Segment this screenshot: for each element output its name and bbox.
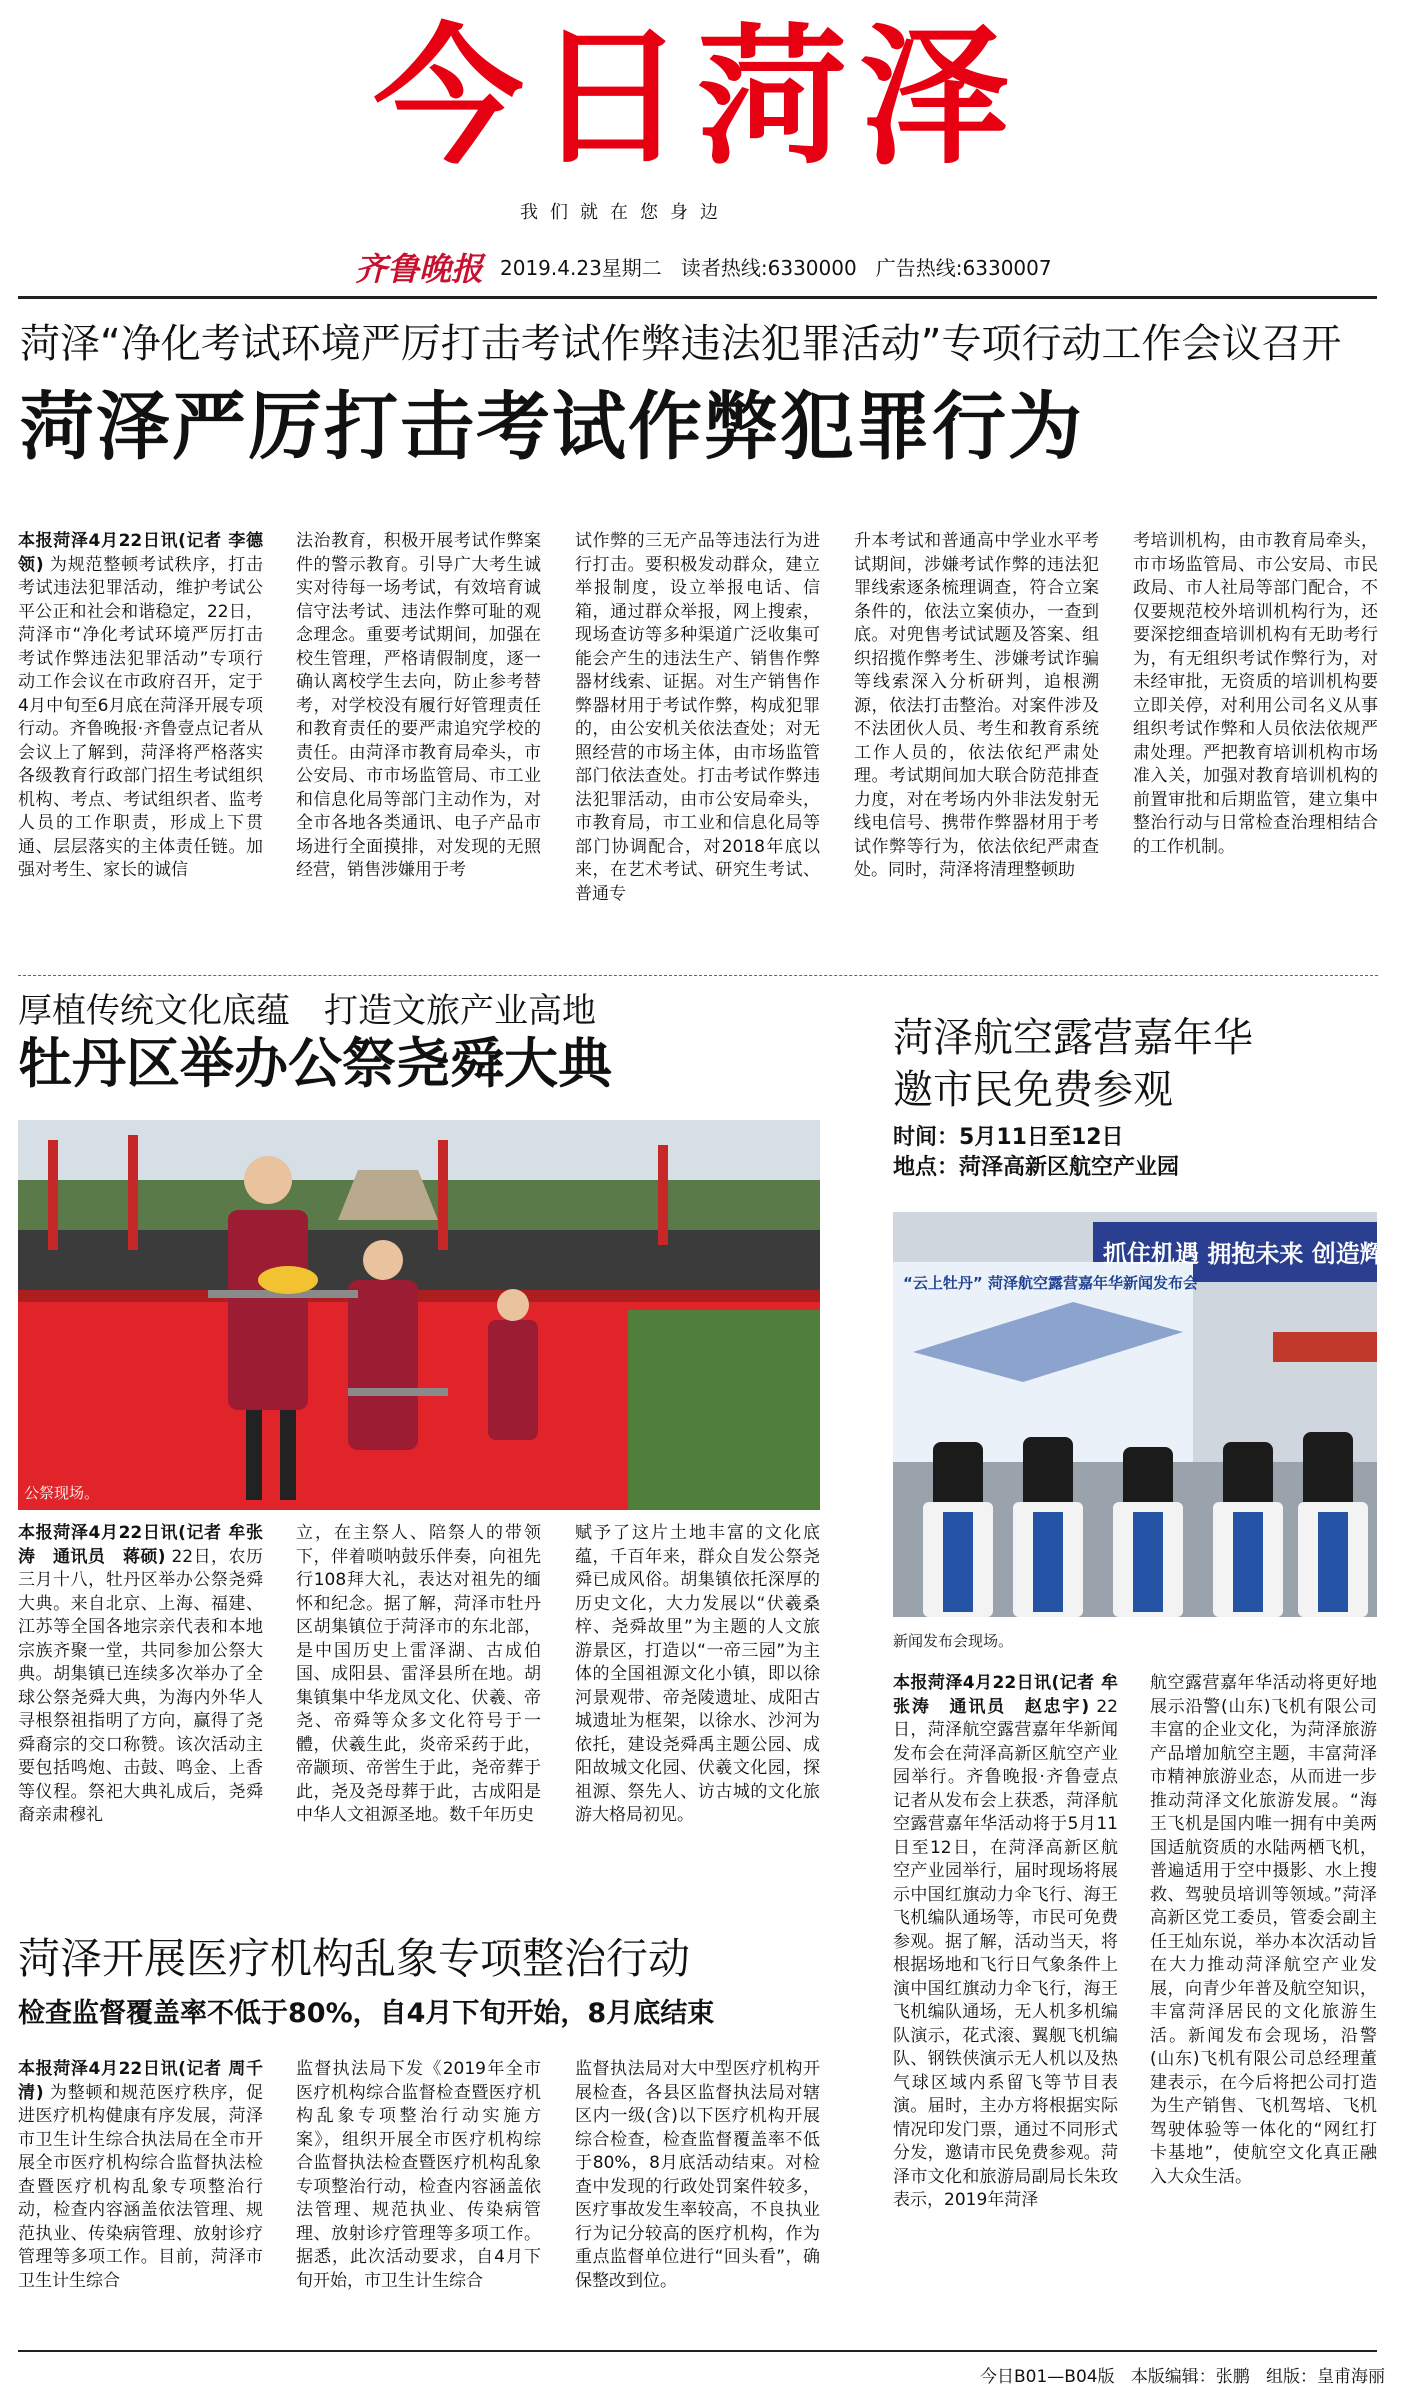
article2-headline: 牡丹区举办公祭尧舜大典 (18, 1032, 612, 1095)
reader-hotline: 6330000 (767, 256, 857, 280)
article4-column-1 (18, 2058, 263, 2328)
section-divider (18, 975, 1378, 976)
footer-layout: 组版：皇甫海丽 (1266, 2367, 1386, 2387)
article4-headline: 菏泽开展医疗机构乱象专项整治行动 (18, 1934, 691, 1983)
header-rule (18, 296, 1377, 299)
article3-byline: 本报菏泽4月22日讯(记者 牟张涛 通讯员 赵忠宇) (893, 1673, 1118, 1717)
ad-hotline: 6330007 (962, 256, 1052, 280)
article2-column-2: 立，在主祭人、陪祭人的带领下，伴着唢呐鼓乐伴奏，向祖先行108拜大礼，表达对祖先的缅怀和纪念。据了解，菏泽市牡丹区胡集镇位于菏泽市的东北部，是中国历史上雷泽湖、古成伯国、成阳县、雷泽县所在地。胡集镇集中华龙凤文化、伏羲、帝尧、帝舜等众多文化符号于一體，伏羲生此，炎帝采药于此，帝颛顼、帝喾生于此，尧帝葬于此，尧及尧母葬于此，古成阳是中华人文祖源圣地。数千年历史 (296, 1523, 541, 1825)
article3-photo-caption: 新闻发布会现场。 (893, 1632, 1014, 1650)
article3-headline-line1: 菏泽航空露营嘉年华 (893, 1015, 1253, 1061)
article1-column-3: 试作弊的三无产品等违法行为进行打击。要积极发动群众，建立举报制度，设立举报电话、信箱，通过群众举报，网上搜索，现场查访等多种渠道广泛收集可能会产生的违法生产、销售作弊器材线索、证据。对生产销售作弊器材用于考试作弊，构成犯罪的，由公安机关依法查处；对无照经营的市场主体，由市场监管部门依法查处。打击考试作弊违法犯罪活动，由市公安局牵头，市教育局，市工业和信息化局等部门协调配合，对2018年底以来，在艺术考试、研究生考试、普通专 (575, 531, 820, 904)
article3-headline-line2: 邀市民免费参观 (893, 1067, 1173, 1113)
masthead: 今日菏泽 (373, 11, 1022, 185)
article1-byline: 本报菏泽4月22日讯(记者 李德领) (18, 531, 263, 575)
banner-text: 抓住机遇 拥抱未来 创造辉煌 (1103, 1240, 1408, 1268)
article3-column-1 (893, 1672, 1118, 2342)
article2-column-1 (18, 1522, 263, 1867)
article4-byline: 本报菏泽4月22日讯(记者 周千清) (18, 2059, 263, 2103)
article1-column-1 (18, 530, 263, 910)
footer-pages: 今日B01—B04版 (980, 2367, 1115, 2387)
event-place (893, 1152, 1373, 1184)
article1-col1-text: 为规范整顿考试秩序，打击考试违法犯罪活动，维护考试公平公正和社会和谐稳定，22日，菏泽市“净化考试环境严厉打击考试作弊违法犯罪活动”专项行动工作会议在市政府召开，定于4月中旬至6月底在菏泽开展专项行动。齐鲁晚报·齐鲁壹点记者从会议上了解到，菏泽将严格落实各级教育行政部门招生考试组织机构、考点、考试组织者、监考人员的工作职责，形成上下贯通、层层落实的主体责任链。加强对考生、家长的诚信 (18, 554, 264, 880)
backdrop-text: “云上牡丹” 菏泽航空露营嘉年华新闻发布会 (903, 1274, 1198, 1292)
ceremony-photo (18, 1120, 820, 1510)
article1-column-4: 升本考试和普通高中学业水平考试期间，涉嫌考试作弊的违法犯罪线索逐条梳理调查，符合立案条件的，依法立案侦办，一查到底。对兜售考试试题及答案、组织招揽作弊考生、涉嫌考试诈骗等线索深入分析研判，追根溯源，依法打击整治。对案件涉及不法团伙人员、考生和教育系统工作人员的，依法依纪严肃处理。考试期间加大联合防范排查力度，对在考场内外非法发射无线电信号、携带作弊器材用于考试作弊等行为，依法依纪严肃查处。同时，菏泽将清理整顿助 (854, 531, 1099, 880)
article3-col1-text: 22日，菏泽航空露营嘉年华新闻发布会在菏泽高新区航空产业园举行。齐鲁晚报·齐鲁壹点记者从发布会上获悉，菏泽航空露营嘉年华活动将于5月11日至12日，在菏泽高新区航空产业园举行，届时现场将展示中国红旗动力伞飞行、海王飞机编队通场等，市民可免费参观。据了解，活动当天，将根据场地和飞行日气象条件上演中国红旗动力伞飞行，海王飞机编队通场，无人机多机编队演示，花式滚、翼舰飞机编队、钢铁侠演示无人机以及热气球区域内系留飞等节目表演。届时，主办方将根据实际情况印发门票，通过不同形式分发，邀请市民免费参观。菏泽市文化和旅游局副局长朱玫表示，2019年菏泽 (893, 1696, 1118, 2210)
article2-kicker: 厚植传统文化底蕴 打造文旅产业高地 (18, 991, 596, 1031)
reader-hotline-label: 读者热线: (680, 256, 768, 280)
brand-logo: 齐鲁晚报 (355, 250, 484, 288)
article2-byline: 本报菏泽4月22日讯(记者 牟张涛 通讯员 蒋硕) (18, 1523, 263, 1567)
article4-column-2: 监督执法局下发《2019年全市医疗机构综合监督检查暨医疗机构乱象专项整治行动实施方案》，组织开展全市医疗机构综合监督执法检查暨医疗机构乱象专项整治行动，检查内容涵盖依法管理、规范执业、传染病管理、放射诊疗管理等多项工作。据悉，此次活动要求，自4月下旬开始，市卫生计生综合 (296, 2059, 541, 2291)
dateline (500, 252, 1052, 281)
slogan: 我们就在您身边 (520, 202, 730, 223)
article1-column-2: 法治教育，积极开展考试作弊案件的警示教育。引导广大考生诚实对待每一场考试，有效培育诚信守法考试、违法作弊可耻的观念理念。重要考试期间，加强在校生管理，严格请假制度，逐一确认离校学生去向，防止参考替考，对学校没有履行好管理责任和教育责任的要严肃追究学校的责任。由菏泽市教育局牵头，市公安局、市市场监管局、市工业和信息化局等部门主动作为，对全市各地各类通讯、电子产品市场进行全面摸排，对发现的无照经营，销售涉嫌用于考 (296, 531, 541, 880)
article4-col1-text: 为整顿和规范医疗秩序，促进医疗机构健康有序发展，菏泽市卫生计生综合执法局在全市开展全市医疗机构综合监督执法检查暨医疗机构乱象专项整治行动，检查内容涵盖依法管理、规范执业、传染病管理、放射诊疗管理等多项工作。目前，菏泽市卫生计生综合 (18, 2082, 264, 2291)
event-time-value: 5月11日至12日 (959, 1125, 1124, 1150)
article1-kicker: 菏泽“净化考试环境严厉打击考试作弊违法犯罪活动”专项行动工作会议召开 (20, 321, 1342, 367)
event-place-value: 菏泽高新区航空产业园 (959, 1155, 1180, 1180)
article4-column-3: 监督执法局对大中型医疗机构开展检查，各县区监督执法局对辖区内一级(含)以下医疗机构开展综合检查，检查监督覆盖率不低于80%，8月底活动结束。对检查中发现的行政处罚案件较多，医疗事故发生率较高，不良执业行为记分较高的医疗机构，作为重点监督单位进行“回头看”，确保整改到位。 (575, 2059, 820, 2291)
footer-rule (18, 2350, 1377, 2352)
article4-subhead: 检查监督覆盖率不低于80%，自4月下旬开始，8月底结束 (18, 1998, 715, 2029)
footer-editor: 本版编辑：张鹏 (1130, 2367, 1250, 2387)
article2-column-3: 赋予了这片土地丰富的文化底蕴，千百年来，群众自发公祭尧舜已成风俗。胡集镇依托深厚的历史文化，大力发展以“伏羲桑梓、尧舜故里”为主题的人文旅游景区，打造以“一帝三园”为主体的全国祖源文化小镇，即以徐河景观带、帝尧陵遗址、成阳古城遗址为框架，以徐水、沙河为依托，建设尧舜禹主题公园、成阳故城文化园、伏羲文化园，探祖源、祭先人、访古城的文化旅游大格局初见。 (575, 1523, 820, 1825)
article3-column-2: 航空露营嘉年华活动将更好地展示沿警(山东)飞机有限公司丰富的企业文化，为菏泽旅游产品增加航空主题，丰富菏泽市精神旅游业态，从而进一步推动菏泽文化旅游发展。“海王飞机是国内唯一拥有中美两国适航资质的水陆两栖飞机，普遍适用于空中摄影、水上搜救、驾驶员培训等领域。”菏泽高新区党工委员，管委会副主任王灿东说，举办本次活动旨在大力推动菏泽航空产业发展，向青少年普及航空知识，丰富菏泽居民的文化旅游生活。新闻发布会现场，沿警(山东)飞机有限公司总经理董建表示，在今后将把公司打造为生产销售、飞机驾培、飞机驾驶体验等一体化的“网红打卡基地”，使航空文化真正融入大众生活。 (1150, 1673, 1377, 2187)
article1-headline: 菏泽严厉打击考试作弊犯罪行为 (20, 384, 1084, 470)
article2-col1-text: 22日，农历三月十八，牡丹区举办公祭尧舜大典。来自北京、上海、福建、江苏等全国各地宗亲代表和本地宗族齐聚一堂，共同参加公祭大典。胡集镇已连续多次举办了全球公祭尧舜大典，为海内外华人寻根祭祖指明了方向，赢得了尧舜裔宗的交口称赞。该次活动主要包括鸣炮、击鼓、鸣金、上香等仪程。祭祀大典礼成后，尧舜裔亲肃穆礼 (18, 1546, 263, 1825)
footer-info (980, 2362, 1386, 2387)
issue-date: 2019.4.23星期二 (500, 256, 662, 280)
ceremony-photo-art (18, 1120, 820, 1510)
event-time (893, 1122, 1373, 1154)
ad-hotline-label: 广告热线: (875, 256, 963, 280)
article1-column-5: 考培训机构，由市教育局牵头，市市场监管局、市公安局、市民政局、市人社局等部门配合，不仅要规范校外培训机构行为，还要深挖细查培训机构有无助考行为，有无组织考试作弊行为，对未经审批，无资质的培训机构要立即关停，对利用公司名义从事组织考试作弊和人员依法依规严肃处理。严把教育培训机构市场准入关，加强对教育培训机构的前置审批和后期监管，建立集中整治行动与日常检查治理相结合的工作机制。 (1133, 531, 1378, 857)
article2-photo-caption: 公祭现场。 (24, 1484, 100, 1502)
press-conference-photo (893, 1212, 1408, 1617)
event-place-label: 地点： (893, 1155, 960, 1180)
event-time-label: 时间： (893, 1125, 960, 1150)
